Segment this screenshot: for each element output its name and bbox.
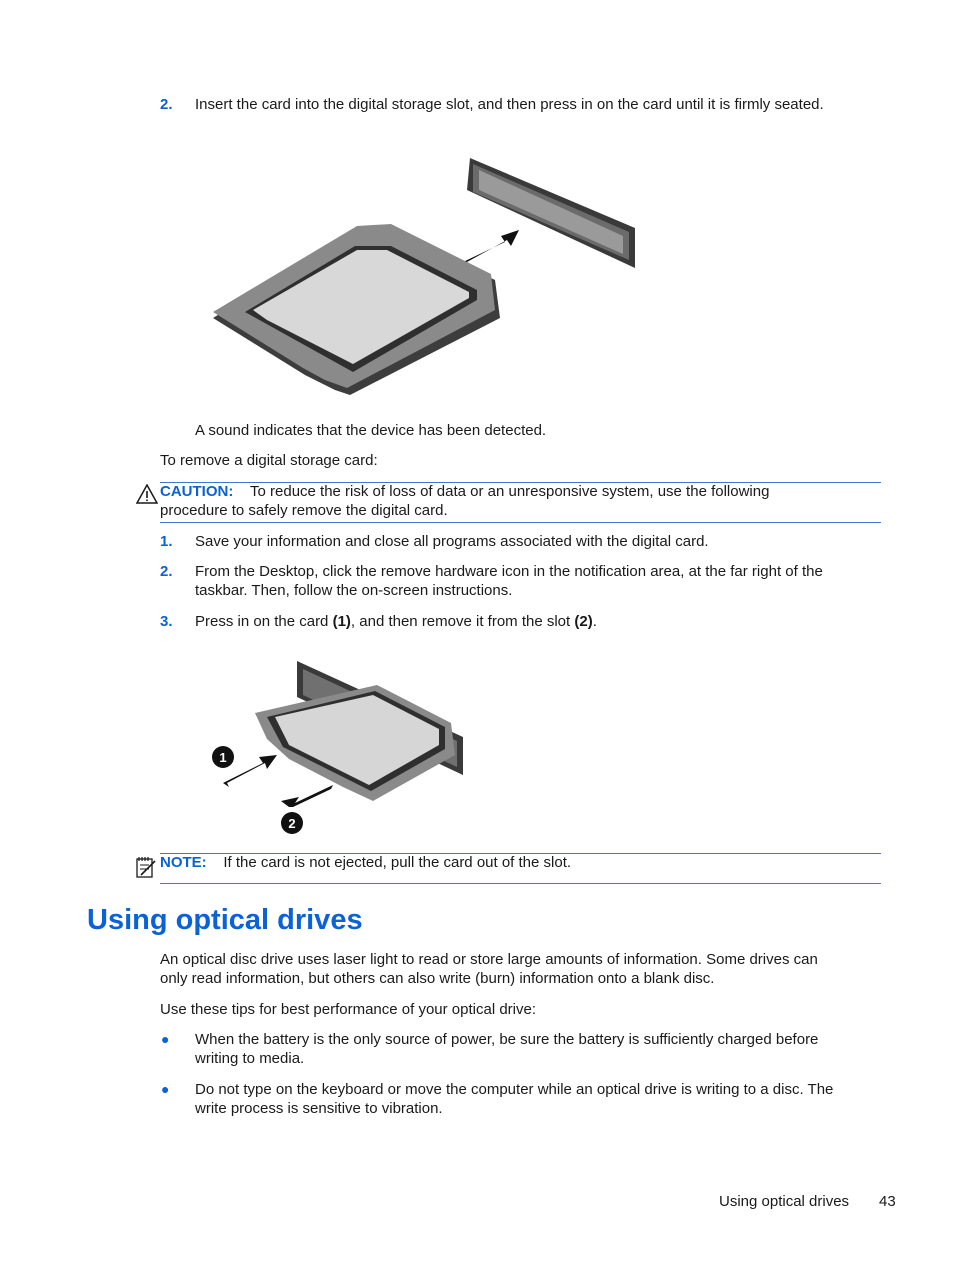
- bullet-2-line-2: write process is sensitive to vibration.: [195, 1100, 443, 1117]
- remove-step-1-text: Save your information and close all programs associated with the digital card.: [195, 533, 709, 550]
- section-para-1-line-2: only read information, but others can also write (burn) information onto a blank disc.: [160, 970, 715, 987]
- remove-step-2-line-1: From the Desktop, click the remove hardware icon in the notification area, at the far right of the: [195, 563, 823, 580]
- callout-1-label: 1: [219, 750, 227, 765]
- remove-step-1-number: 1.: [160, 533, 173, 550]
- slot-opening: [479, 170, 623, 254]
- card-remove-illustration: [205, 655, 470, 840]
- sound-text: A sound indicates that the device has been detected.: [195, 422, 547, 439]
- note-pad-icon: [135, 855, 157, 879]
- note-line: NOTE: If the card is not ejected, pull the card out of the slot.: [160, 854, 572, 871]
- section-para-1-line-1: An optical disc drive uses laser light to read or store large amounts of information. Some drives can: [160, 951, 818, 968]
- warning-triangle-icon: [136, 484, 158, 504]
- step-2-number: 2.: [160, 96, 173, 113]
- bullet-2-line-1: Do not type on the keyboard or move the computer while an optical drive is writing to a disc. The: [195, 1081, 834, 1098]
- caution-line-2: procedure to safely remove the digital card.: [160, 502, 448, 519]
- section-para-2: Use these tips for best performance of your optical drive:: [160, 1001, 537, 1018]
- note-bottom-rule: [160, 883, 881, 884]
- remove-step-2-number: 2.: [160, 563, 173, 580]
- caution-bottom-rule: [160, 522, 881, 523]
- bullet-1-line-2: writing to media.: [195, 1050, 305, 1067]
- page-number: 43: [879, 1193, 896, 1210]
- remove-step-3-text: Press in on the card (1), and then remove it from the slot (2).: [195, 613, 597, 630]
- card-insert-illustration: [205, 150, 645, 400]
- note-label: NOTE:: [160, 854, 207, 871]
- footer-title: Using optical drives: [719, 1193, 850, 1210]
- pull-arrow: [281, 785, 333, 807]
- remove-step-2-line-2: taskbar. Then, follow the on-screen instructions.: [195, 582, 513, 599]
- step-2-text: Insert the card into the digital storage slot, and then press in on the card until it is firmly seated.: [195, 96, 824, 113]
- section-heading: Using optical drives: [87, 904, 363, 936]
- callout-2-label: 2: [288, 816, 296, 831]
- bullet-1-marker: ●: [161, 1031, 170, 1047]
- remove-step-3-number: 3.: [160, 613, 173, 630]
- caution-label: CAUTION:: [160, 483, 234, 500]
- bullet-1-line-1: When the battery is the only source of power, be sure the battery is sufficiently charged before: [195, 1031, 819, 1048]
- bullet-2-marker: ●: [161, 1081, 170, 1097]
- remove-intro: To remove a digital storage card:: [160, 452, 378, 469]
- caution-line-1: CAUTION: To reduce the risk of loss of data or an unresponsive system, use the following: [160, 483, 770, 500]
- insert-arrow: [463, 230, 519, 267]
